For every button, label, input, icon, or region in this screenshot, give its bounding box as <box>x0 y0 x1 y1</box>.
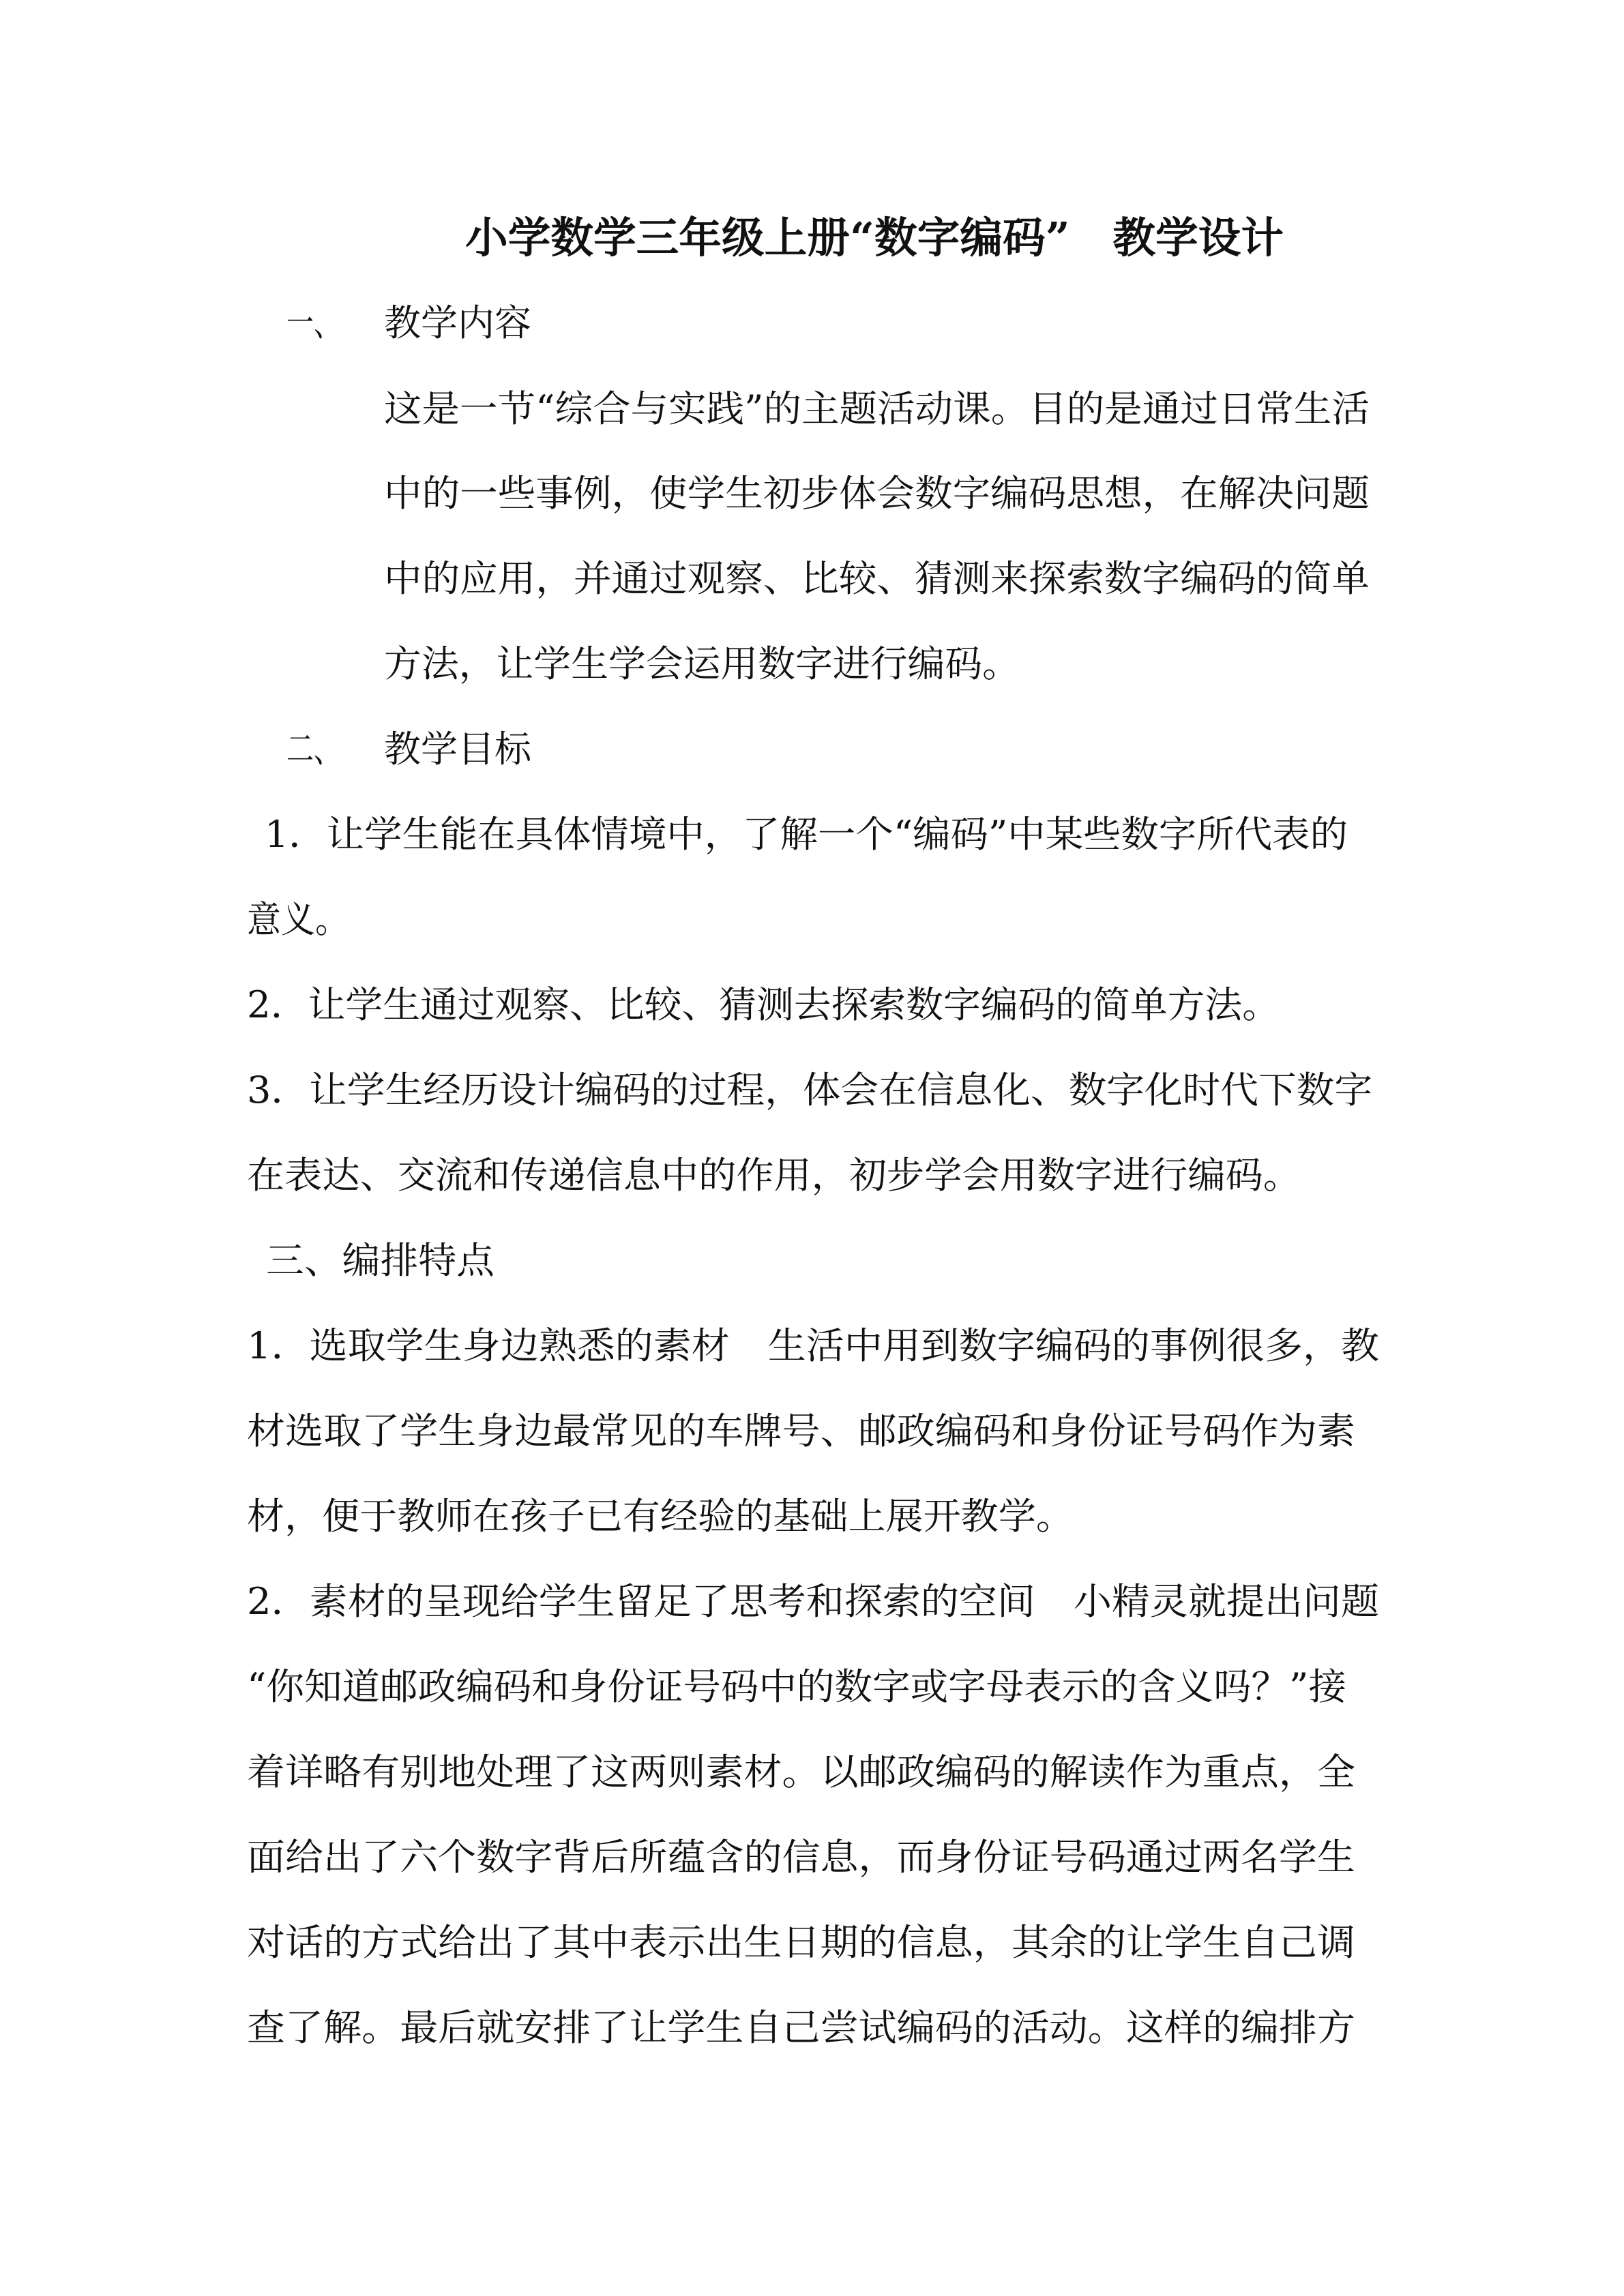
section-1-line-1: 这是一节“综合与实践”的主题活动课。目的是通过日常生活 <box>384 387 1370 430</box>
section-3-line-7: 面给出了六个数字背后所蕴含的信息，而身份证号码通过两名学生 <box>247 1836 1355 1879</box>
section-2-line-1: 1．让学生能在具体情境中，了解一个“编码”中某些数字所代表的 <box>265 813 1348 856</box>
section-3-line-2: 材选取了学生身边最常见的车牌号、邮政编码和身份证号码作为素 <box>247 1410 1355 1452</box>
section-1-heading: 教学内容 <box>384 301 531 344</box>
section-2-number: 二、 <box>286 728 341 771</box>
section-1-line-2: 中的一些事例，使学生初步体会数字编码思想，在解决问题 <box>384 472 1370 515</box>
section-3-line-8: 对话的方式给出了其中表示出生日期的信息，其余的让学生自己调 <box>247 1921 1355 1964</box>
section-2-line-2: 意义。 <box>247 898 349 941</box>
section-3-line-9: 查了解。最后就安排了让学生自己尝试编码的活动。这样的编排方 <box>247 2006 1355 2049</box>
section-3-heading: 三、编排特点 <box>266 1239 494 1282</box>
section-3-line-4: 2．素材的呈现给学生留足了思考和探索的空间 小精灵就提出问题 <box>247 1580 1379 1623</box>
section-1-line-4: 方法，让学生学会运用数字进行编码。 <box>384 642 1020 685</box>
document-title: 小学数学三年级上册“数字编码” 教学设计 <box>465 213 1284 263</box>
section-2-line-4: 3．让学生经历设计编码的过程，体会在信息化、数字化时代下数字 <box>247 1069 1372 1112</box>
section-1-line-3: 中的应用，并通过观察、比较、猜测来探索数字编码的简单 <box>384 557 1370 600</box>
section-3-line-1: 1．选取学生身边熟悉的素材 生活中用到数字编码的事例很多，教 <box>247 1324 1379 1367</box>
section-2-heading: 教学目标 <box>384 728 531 771</box>
section-3-line-3: 材，便于教师在孩子已有经验的基础上展开教学。 <box>247 1495 1074 1538</box>
section-3-line-5: “你知道邮政编码和身份证号码中的数字或字母表示的含义吗？”接 <box>247 1665 1347 1708</box>
section-3-line-6: 着详略有别地处理了这两则素材。以邮政编码的解读作为重点，全 <box>247 1750 1355 1793</box>
section-2-line-5: 在表达、交流和传递信息中的作用，初步学会用数字进行编码。 <box>247 1154 1301 1197</box>
section-2-line-3: 2．让学生通过观察、比较、猜测去探索数字编码的简单方法。 <box>247 983 1280 1026</box>
section-1-number: 一、 <box>286 301 341 344</box>
